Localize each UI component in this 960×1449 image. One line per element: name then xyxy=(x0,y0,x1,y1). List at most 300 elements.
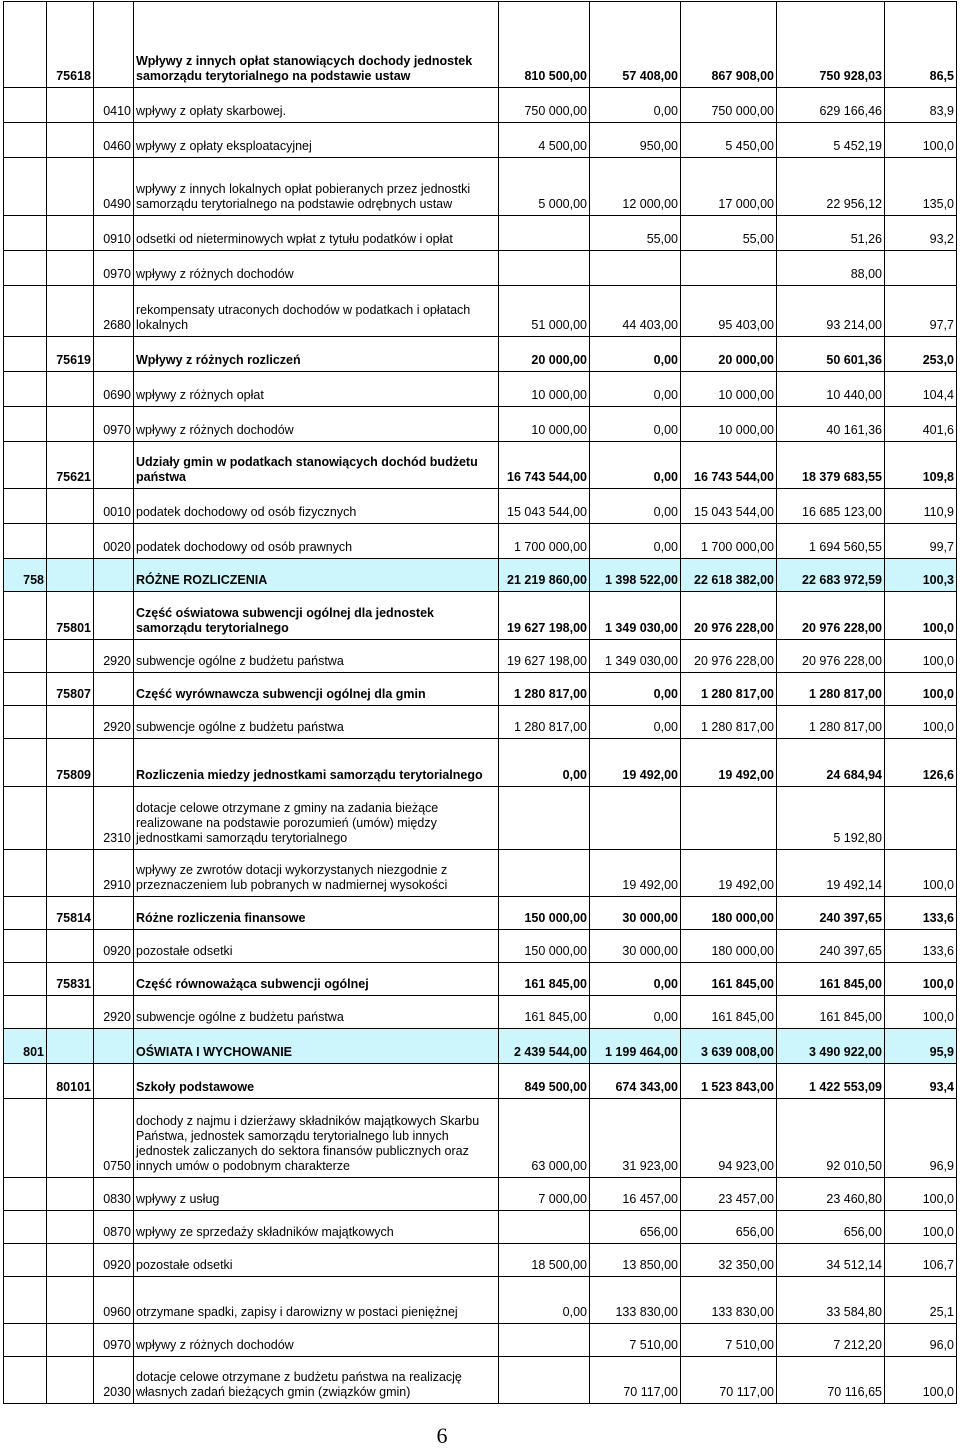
row-description: subwencje ogólne z budżetu państwa xyxy=(134,640,499,673)
dzial-code xyxy=(4,372,47,407)
table-row-dzial xyxy=(4,559,957,592)
execution-cell: 656,00 xyxy=(777,1211,885,1244)
row-description: RÓŻNE ROZLICZENIA xyxy=(134,559,499,592)
row-description: dochody z najmu i dzierżawy składników majątkowych Skarbu Państwa, jednostek samorządu terytorialnego lub innych jednostek zaliczanych do sektora finansów publicznych oraz innych umów o podobnym charakterze xyxy=(134,1099,499,1178)
rozdzial-code xyxy=(47,1244,94,1277)
paragraf-code: 2680 xyxy=(94,286,134,337)
percent-cell: 104,4 xyxy=(885,372,957,407)
paragraf-code: 0690 xyxy=(94,372,134,407)
execution-cell: 1 694 560,55 xyxy=(777,524,885,559)
plan-change-cell: 57 408,00 xyxy=(590,2,681,88)
row-description: wpływy ze sprzedaży składników majątkowych xyxy=(134,1211,499,1244)
percent-cell: 86,5 xyxy=(885,2,957,88)
row-description: subwencje ogólne z budżetu państwa xyxy=(134,706,499,739)
execution-cell: 5 192,80 xyxy=(777,787,885,850)
percent-cell: 96,9 xyxy=(885,1099,957,1178)
plan-change-cell: 1 398 522,00 xyxy=(590,559,681,592)
plan-after-change-cell: 95 403,00 xyxy=(681,286,777,337)
row-description: otrzymane spadki, zapisy i darowizny w postaci pieniężnej xyxy=(134,1277,499,1324)
rozdzial-code xyxy=(47,1178,94,1211)
execution-cell: 1 280 817,00 xyxy=(777,673,885,706)
paragraf-code xyxy=(94,739,134,787)
plan-change-cell: 16 457,00 xyxy=(590,1178,681,1211)
rozdzial-code xyxy=(47,216,94,251)
paragraf-code: 2910 xyxy=(94,850,134,897)
rozdzial-code xyxy=(47,123,94,158)
execution-cell: 3 490 922,00 xyxy=(777,1029,885,1064)
paragraf-code: 0970 xyxy=(94,1324,134,1357)
execution-cell: 7 212,20 xyxy=(777,1324,885,1357)
plan-change-cell: 0,00 xyxy=(590,442,681,489)
plan-initial-cell xyxy=(499,1211,590,1244)
rozdzial-code xyxy=(47,850,94,897)
paragraf-code xyxy=(94,1064,134,1099)
plan-change-cell: 950,00 xyxy=(590,123,681,158)
dzial-code xyxy=(4,337,47,372)
table-row-paragraf xyxy=(4,1178,957,1211)
plan-after-change-cell: 10 000,00 xyxy=(681,372,777,407)
execution-cell: 92 010,50 xyxy=(777,1099,885,1178)
execution-cell: 20 976 228,00 xyxy=(777,640,885,673)
plan-change-cell: 0,00 xyxy=(590,337,681,372)
percent-cell: 253,0 xyxy=(885,337,957,372)
plan-after-change-cell: 1 280 817,00 xyxy=(681,673,777,706)
table-row-rozdzial xyxy=(4,2,957,88)
percent-cell: 100,0 xyxy=(885,673,957,706)
table-row-dzial xyxy=(4,1029,957,1064)
dzial-code xyxy=(4,1211,47,1244)
paragraf-code: 2030 xyxy=(94,1357,134,1404)
rozdzial-code xyxy=(47,1357,94,1404)
dzial-code xyxy=(4,2,47,88)
percent-cell: 100,0 xyxy=(885,850,957,897)
row-description: dotacje celowe otrzymane z gminy na zadania bieżące realizowane na podstawie porozumień (umów) między jednostkami samorządu terytorialnego xyxy=(134,787,499,850)
percent-cell: 100,0 xyxy=(885,963,957,996)
execution-cell: 20 976 228,00 xyxy=(777,592,885,640)
plan-after-change-cell: 32 350,00 xyxy=(681,1244,777,1277)
dzial-code xyxy=(4,442,47,489)
row-description: rekompensaty utraconych dochodów w podatkach i opłatach lokalnych xyxy=(134,286,499,337)
paragraf-code: 0020 xyxy=(94,524,134,559)
plan-initial-cell: 161 845,00 xyxy=(499,996,590,1029)
dzial-code: 801 xyxy=(4,1029,47,1064)
plan-change-cell: 1 349 030,00 xyxy=(590,592,681,640)
percent-cell: 99,7 xyxy=(885,524,957,559)
paragraf-code: 0970 xyxy=(94,251,134,286)
rozdzial-code: 75619 xyxy=(47,337,94,372)
paragraf-code xyxy=(94,337,134,372)
execution-cell: 93 214,00 xyxy=(777,286,885,337)
plan-after-change-cell: 656,00 xyxy=(681,1211,777,1244)
percent-cell: 133,6 xyxy=(885,930,957,963)
rozdzial-code xyxy=(47,930,94,963)
plan-change-cell: 44 403,00 xyxy=(590,286,681,337)
plan-change-cell: 1 349 030,00 xyxy=(590,640,681,673)
dzial-code xyxy=(4,216,47,251)
plan-after-change-cell: 750 000,00 xyxy=(681,88,777,123)
plan-after-change-cell: 1 280 817,00 xyxy=(681,706,777,739)
paragraf-code: 0960 xyxy=(94,1277,134,1324)
table-row-paragraf xyxy=(4,158,957,216)
paragraf-code: 2310 xyxy=(94,787,134,850)
plan-after-change-cell: 180 000,00 xyxy=(681,930,777,963)
percent-cell: 100,0 xyxy=(885,996,957,1029)
rozdzial-code xyxy=(47,489,94,524)
dzial-code xyxy=(4,930,47,963)
dzial-code xyxy=(4,592,47,640)
dzial-code xyxy=(4,407,47,442)
table-row-rozdzial xyxy=(4,673,957,706)
paragraf-code: 0750 xyxy=(94,1099,134,1178)
table-row-paragraf xyxy=(4,640,957,673)
row-description: pozostałe odsetki xyxy=(134,1244,499,1277)
plan-initial-cell: 20 000,00 xyxy=(499,337,590,372)
execution-cell: 22 956,12 xyxy=(777,158,885,216)
table-row-paragraf xyxy=(4,1211,957,1244)
rozdzial-code xyxy=(47,1324,94,1357)
rozdzial-code xyxy=(47,251,94,286)
plan-after-change-cell: 1 523 843,00 xyxy=(681,1064,777,1099)
plan-after-change-cell: 94 923,00 xyxy=(681,1099,777,1178)
paragraf-code xyxy=(94,559,134,592)
execution-cell: 40 161,36 xyxy=(777,407,885,442)
plan-initial-cell: 21 219 860,00 xyxy=(499,559,590,592)
rozdzial-code: 75618 xyxy=(47,2,94,88)
plan-change-cell: 674 343,00 xyxy=(590,1064,681,1099)
execution-cell: 5 452,19 xyxy=(777,123,885,158)
table-row-paragraf xyxy=(4,706,957,739)
dzial-code xyxy=(4,1178,47,1211)
execution-cell: 22 683 972,59 xyxy=(777,559,885,592)
paragraf-code: 0460 xyxy=(94,123,134,158)
row-description: dotacje celowe otrzymane z budżetu państwa na realizację własnych zadań bieżących gmin (związków gmin) xyxy=(134,1357,499,1404)
paragraf-code: 0830 xyxy=(94,1178,134,1211)
paragraf-code: 2920 xyxy=(94,640,134,673)
plan-initial-cell: 750 000,00 xyxy=(499,88,590,123)
plan-initial-cell: 15 043 544,00 xyxy=(499,489,590,524)
plan-change-cell: 0,00 xyxy=(590,489,681,524)
plan-change-cell: 0,00 xyxy=(590,963,681,996)
execution-cell: 70 116,65 xyxy=(777,1357,885,1404)
plan-initial-cell: 150 000,00 xyxy=(499,897,590,930)
row-description: Różne rozliczenia finansowe xyxy=(134,897,499,930)
table-row-rozdzial xyxy=(4,337,957,372)
plan-after-change-cell: 17 000,00 xyxy=(681,158,777,216)
percent-cell xyxy=(885,251,957,286)
percent-cell: 100,0 xyxy=(885,1178,957,1211)
row-description: subwencje ogólne z budżetu państwa xyxy=(134,996,499,1029)
row-description: wpływy z różnych opłat xyxy=(134,372,499,407)
percent-cell: 83,9 xyxy=(885,88,957,123)
plan-initial-cell: 161 845,00 xyxy=(499,963,590,996)
execution-cell: 10 440,00 xyxy=(777,372,885,407)
paragraf-code: 2920 xyxy=(94,996,134,1029)
dzial-code xyxy=(4,706,47,739)
plan-initial-cell: 150 000,00 xyxy=(499,930,590,963)
plan-change-cell: 0,00 xyxy=(590,372,681,407)
paragraf-code xyxy=(94,592,134,640)
execution-cell: 24 684,94 xyxy=(777,739,885,787)
plan-after-change-cell: 133 830,00 xyxy=(681,1277,777,1324)
rozdzial-code xyxy=(47,996,94,1029)
row-description: odsetki od nieterminowych wpłat z tytułu podatków i opłat xyxy=(134,216,499,251)
rozdzial-code xyxy=(47,407,94,442)
plan-after-change-cell: 20 976 228,00 xyxy=(681,640,777,673)
table-row-paragraf xyxy=(4,1277,957,1324)
percent-cell: 93,2 xyxy=(885,216,957,251)
percent-cell: 135,0 xyxy=(885,158,957,216)
percent-cell: 100,0 xyxy=(885,592,957,640)
percent-cell: 97,7 xyxy=(885,286,957,337)
plan-after-change-cell: 20 000,00 xyxy=(681,337,777,372)
plan-after-change-cell: 16 743 544,00 xyxy=(681,442,777,489)
rozdzial-code: 75809 xyxy=(47,739,94,787)
percent-cell: 100,0 xyxy=(885,123,957,158)
table-row-paragraf xyxy=(4,996,957,1029)
table-row-paragraf xyxy=(4,286,957,337)
plan-initial-cell: 5 000,00 xyxy=(499,158,590,216)
execution-cell: 34 512,14 xyxy=(777,1244,885,1277)
dzial-code xyxy=(4,1244,47,1277)
percent-cell: 100,0 xyxy=(885,706,957,739)
dzial-code xyxy=(4,524,47,559)
row-description: wpływy z różnych dochodów xyxy=(134,251,499,286)
budget-rows xyxy=(4,2,957,1404)
rozdzial-code xyxy=(47,559,94,592)
execution-cell: 750 928,03 xyxy=(777,2,885,88)
plan-change-cell: 656,00 xyxy=(590,1211,681,1244)
table-row-paragraf xyxy=(4,489,957,524)
dzial-code xyxy=(4,850,47,897)
plan-change-cell: 0,00 xyxy=(590,706,681,739)
table-row-paragraf xyxy=(4,930,957,963)
percent-cell: 100,0 xyxy=(885,1211,957,1244)
paragraf-code: 0870 xyxy=(94,1211,134,1244)
budget-table xyxy=(3,1,957,1404)
percent-cell: 95,9 xyxy=(885,1029,957,1064)
percent-cell xyxy=(885,787,957,850)
plan-after-change-cell: 10 000,00 xyxy=(681,407,777,442)
plan-after-change-cell: 161 845,00 xyxy=(681,963,777,996)
plan-change-cell xyxy=(590,251,681,286)
table-row-paragraf xyxy=(4,407,957,442)
plan-change-cell: 55,00 xyxy=(590,216,681,251)
plan-change-cell: 19 492,00 xyxy=(590,850,681,897)
plan-after-change-cell: 15 043 544,00 xyxy=(681,489,777,524)
execution-cell: 240 397,65 xyxy=(777,897,885,930)
execution-cell: 51,26 xyxy=(777,216,885,251)
rozdzial-code xyxy=(47,787,94,850)
execution-cell: 23 460,80 xyxy=(777,1178,885,1211)
rozdzial-code xyxy=(47,640,94,673)
paragraf-code xyxy=(94,1029,134,1064)
plan-after-change-cell: 23 457,00 xyxy=(681,1178,777,1211)
dzial-code xyxy=(4,286,47,337)
rozdzial-code xyxy=(47,88,94,123)
plan-after-change-cell: 22 618 382,00 xyxy=(681,559,777,592)
dzial-code xyxy=(4,897,47,930)
rozdzial-code: 75801 xyxy=(47,592,94,640)
plan-initial-cell: 10 000,00 xyxy=(499,372,590,407)
execution-cell: 1 422 553,09 xyxy=(777,1064,885,1099)
rozdzial-code xyxy=(47,286,94,337)
percent-cell: 109,8 xyxy=(885,442,957,489)
dzial-code xyxy=(4,1324,47,1357)
rozdzial-code xyxy=(47,1099,94,1178)
paragraf-code: 0910 xyxy=(94,216,134,251)
row-description: podatek dochodowy od osób prawnych xyxy=(134,524,499,559)
paragraf-code: 0970 xyxy=(94,407,134,442)
plan-change-cell: 30 000,00 xyxy=(590,897,681,930)
row-description: Część oświatowa subwencji ogólnej dla jednostek samorządu terytorialnego xyxy=(134,592,499,640)
row-description: wpływy z opłaty eksploatacyjnej xyxy=(134,123,499,158)
plan-change-cell: 70 117,00 xyxy=(590,1357,681,1404)
plan-change-cell: 133 830,00 xyxy=(590,1277,681,1324)
execution-cell: 50 601,36 xyxy=(777,337,885,372)
row-description: podatek dochodowy od osób fizycznych xyxy=(134,489,499,524)
execution-cell: 161 845,00 xyxy=(777,996,885,1029)
rozdzial-code xyxy=(47,1029,94,1064)
percent-cell: 100,0 xyxy=(885,1357,957,1404)
dzial-code xyxy=(4,963,47,996)
percent-cell: 100,3 xyxy=(885,559,957,592)
row-description: Udziały gmin w podatkach stanowiących dochód budżetu państwa xyxy=(134,442,499,489)
plan-initial-cell: 51 000,00 xyxy=(499,286,590,337)
table-row-paragraf xyxy=(4,850,957,897)
plan-change-cell xyxy=(590,787,681,850)
plan-after-change-cell xyxy=(681,251,777,286)
row-description: wpływy ze zwrotów dotacji wykorzystanych niezgodnie z przeznaczeniem lub pobranych w nadmiernej wysokości xyxy=(134,850,499,897)
plan-initial-cell xyxy=(499,1357,590,1404)
rozdzial-code xyxy=(47,706,94,739)
dzial-code xyxy=(4,1099,47,1178)
plan-change-cell: 7 510,00 xyxy=(590,1324,681,1357)
plan-after-change-cell: 161 845,00 xyxy=(681,996,777,1029)
execution-cell: 33 584,80 xyxy=(777,1277,885,1324)
dzial-code: 758 xyxy=(4,559,47,592)
plan-initial-cell xyxy=(499,251,590,286)
paragraf-code: 0920 xyxy=(94,930,134,963)
row-description: Część równoważąca subwencji ogólnej xyxy=(134,963,499,996)
plan-initial-cell: 0,00 xyxy=(499,1277,590,1324)
paragraf-code xyxy=(94,442,134,489)
rozdzial-code xyxy=(47,158,94,216)
execution-cell: 240 397,65 xyxy=(777,930,885,963)
row-description: pozostałe odsetki xyxy=(134,930,499,963)
table-row-rozdzial xyxy=(4,442,957,489)
execution-cell: 18 379 683,55 xyxy=(777,442,885,489)
plan-change-cell: 0,00 xyxy=(590,996,681,1029)
dzial-code xyxy=(4,673,47,706)
plan-change-cell: 0,00 xyxy=(590,407,681,442)
row-description: wpływy z usług xyxy=(134,1178,499,1211)
table-row-rozdzial xyxy=(4,1064,957,1099)
table-row-paragraf xyxy=(4,123,957,158)
percent-cell: 133,6 xyxy=(885,897,957,930)
plan-initial-cell: 19 627 198,00 xyxy=(499,592,590,640)
rozdzial-code xyxy=(47,372,94,407)
row-description: wpływy z innych lokalnych opłat pobieranych przez jednostki samorządu terytorialnego na podstawie odrębnych ustaw xyxy=(134,158,499,216)
paragraf-code xyxy=(94,2,134,88)
plan-initial-cell: 7 000,00 xyxy=(499,1178,590,1211)
dzial-code xyxy=(4,996,47,1029)
plan-change-cell: 13 850,00 xyxy=(590,1244,681,1277)
dzial-code xyxy=(4,1277,47,1324)
plan-initial-cell xyxy=(499,1324,590,1357)
table-row-rozdzial xyxy=(4,739,957,787)
execution-cell: 629 166,46 xyxy=(777,88,885,123)
row-description: Szkoły podstawowe xyxy=(134,1064,499,1099)
dzial-code xyxy=(4,1357,47,1404)
plan-initial-cell: 19 627 198,00 xyxy=(499,640,590,673)
row-description: Rozliczenia miedzy jednostkami samorządu terytorialnego xyxy=(134,739,499,787)
percent-cell: 93,4 xyxy=(885,1064,957,1099)
plan-after-change-cell: 19 492,00 xyxy=(681,850,777,897)
paragraf-code: 0920 xyxy=(94,1244,134,1277)
row-description: OŚWIATA I WYCHOWANIE xyxy=(134,1029,499,1064)
plan-initial-cell: 849 500,00 xyxy=(499,1064,590,1099)
dzial-code xyxy=(4,489,47,524)
table-row-paragraf xyxy=(4,216,957,251)
plan-initial-cell: 810 500,00 xyxy=(499,2,590,88)
plan-initial-cell: 63 000,00 xyxy=(499,1099,590,1178)
rozdzial-code: 75831 xyxy=(47,963,94,996)
dzial-code xyxy=(4,739,47,787)
plan-after-change-cell xyxy=(681,787,777,850)
dzial-code xyxy=(4,123,47,158)
dzial-code xyxy=(4,251,47,286)
row-description: Wpływy z różnych rozliczeń xyxy=(134,337,499,372)
plan-initial-cell: 2 439 544,00 xyxy=(499,1029,590,1064)
execution-cell: 1 280 817,00 xyxy=(777,706,885,739)
page-number: 6 xyxy=(436,1423,448,1448)
row-description: wpływy z różnych dochodów xyxy=(134,1324,499,1357)
plan-initial-cell xyxy=(499,850,590,897)
plan-initial-cell: 10 000,00 xyxy=(499,407,590,442)
plan-after-change-cell: 70 117,00 xyxy=(681,1357,777,1404)
plan-after-change-cell: 5 450,00 xyxy=(681,123,777,158)
plan-change-cell: 0,00 xyxy=(590,673,681,706)
plan-initial-cell: 16 743 544,00 xyxy=(499,442,590,489)
plan-after-change-cell: 19 492,00 xyxy=(681,739,777,787)
plan-change-cell: 12 000,00 xyxy=(590,158,681,216)
plan-initial-cell: 4 500,00 xyxy=(499,123,590,158)
rozdzial-code xyxy=(47,1211,94,1244)
plan-initial-cell xyxy=(499,216,590,251)
dzial-code xyxy=(4,1064,47,1099)
table-row-paragraf xyxy=(4,524,957,559)
table-row-paragraf xyxy=(4,1244,957,1277)
paragraf-code: 2920 xyxy=(94,706,134,739)
table-row-paragraf xyxy=(4,372,957,407)
table-row-rozdzial xyxy=(4,592,957,640)
plan-after-change-cell: 55,00 xyxy=(681,216,777,251)
plan-after-change-cell: 20 976 228,00 xyxy=(681,592,777,640)
percent-cell: 106,7 xyxy=(885,1244,957,1277)
paragraf-code: 0490 xyxy=(94,158,134,216)
plan-initial-cell: 1 700 000,00 xyxy=(499,524,590,559)
plan-initial-cell: 0,00 xyxy=(499,739,590,787)
dzial-code xyxy=(4,158,47,216)
plan-after-change-cell: 3 639 008,00 xyxy=(681,1029,777,1064)
dzial-code xyxy=(4,640,47,673)
table-row-rozdzial xyxy=(4,897,957,930)
dzial-code xyxy=(4,88,47,123)
execution-cell: 161 845,00 xyxy=(777,963,885,996)
rozdzial-code: 75814 xyxy=(47,897,94,930)
table-row-paragraf xyxy=(4,1099,957,1178)
percent-cell: 96,0 xyxy=(885,1324,957,1357)
